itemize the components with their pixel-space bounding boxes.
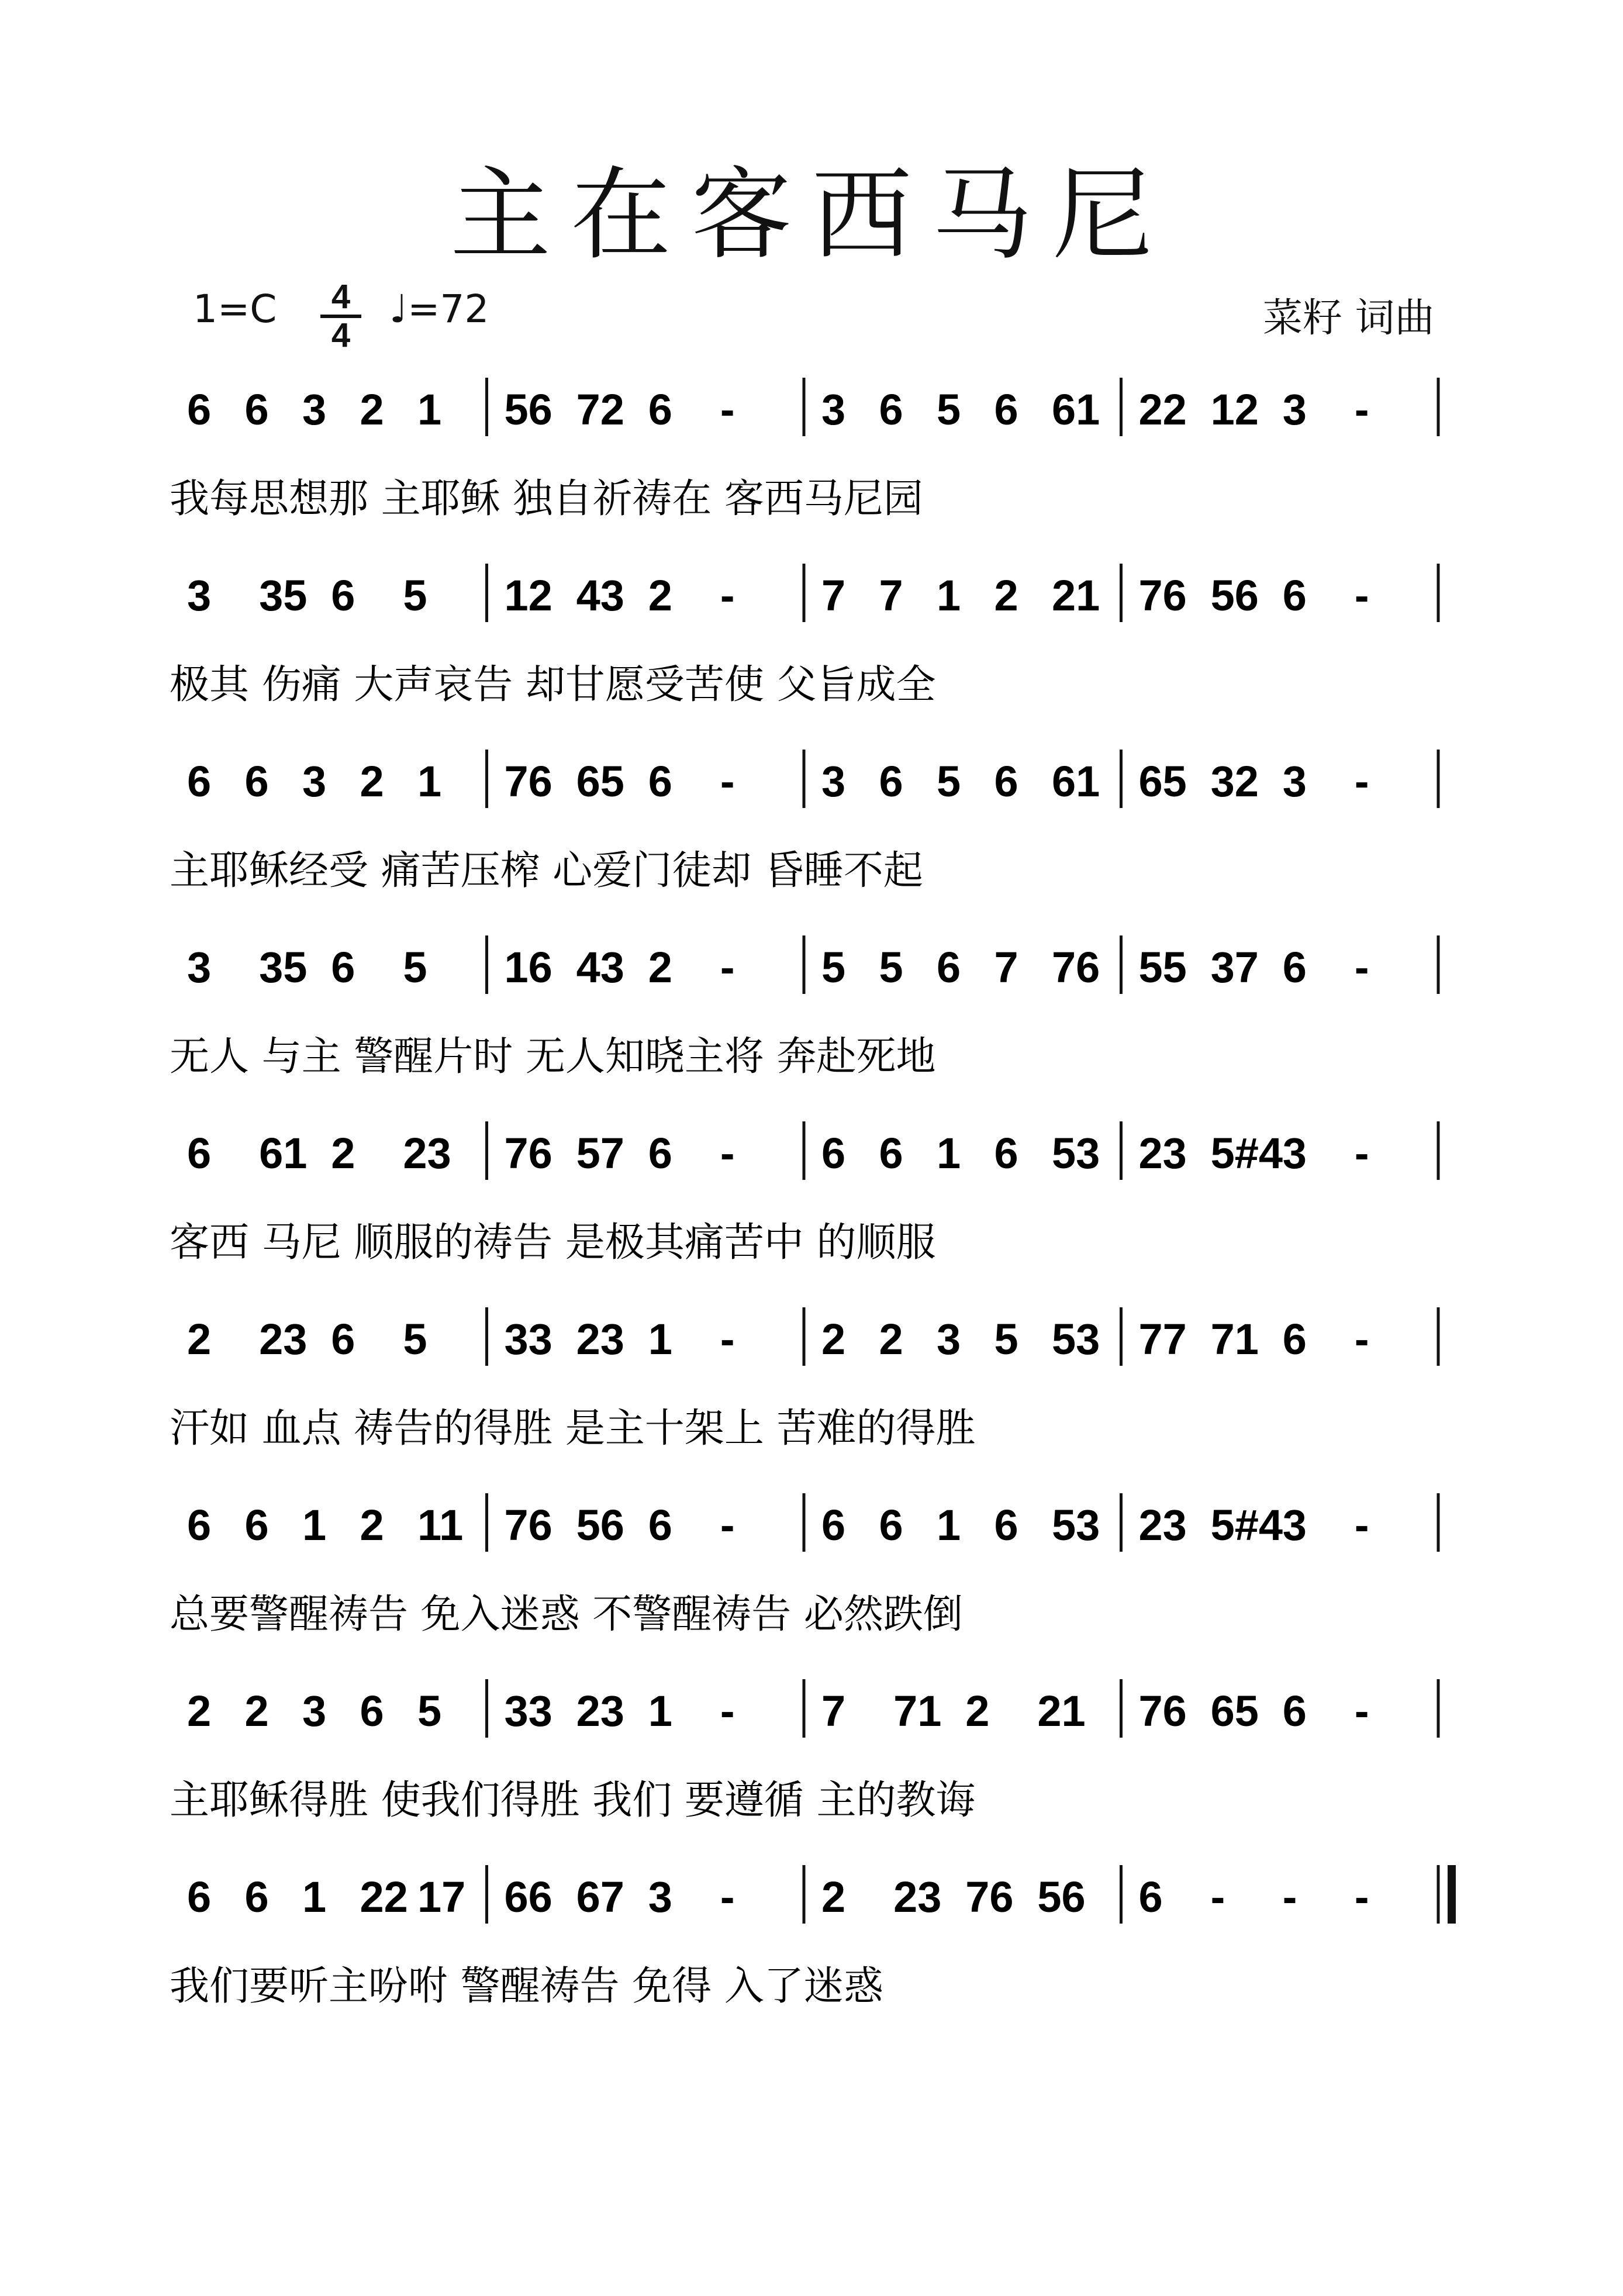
tempo-marking: ♩=72 [389, 286, 489, 332]
note-group: 6 [648, 1501, 672, 1549]
note-group: 5 [937, 757, 961, 806]
note-group: 6 [994, 1129, 1018, 1178]
note-group: - [720, 943, 735, 992]
note-group: 6 [648, 757, 672, 806]
note-group: - [1354, 571, 1369, 620]
note-group: 61 [259, 1129, 308, 1178]
note-group: 1 [937, 571, 961, 620]
note-group: - [720, 1129, 735, 1178]
note-group: 12 [504, 571, 552, 620]
note-group: 2 [187, 1315, 212, 1363]
note-group: 3 [821, 757, 846, 806]
note-group: 23 [576, 1315, 624, 1363]
lyrics-line: 汗如 血点 祷告的得胜 是主十架上 苦难的得胜 [170, 1406, 976, 1452]
note-group: 76 [965, 1873, 1014, 1921]
note-group: 3 [1282, 385, 1307, 434]
note-group: - [1354, 1315, 1369, 1363]
note-group: 57 [576, 1129, 624, 1178]
lyrics-line: 无人 与主 警醒片时 无人知晓主将 奔赴死地 [170, 1034, 936, 1080]
note-group: 32 [1210, 757, 1259, 806]
note-group: - [1282, 1873, 1297, 1921]
note-group: - [720, 571, 735, 620]
note-group: 35 [259, 571, 308, 620]
note-group: - [1210, 1873, 1225, 1921]
note-group: 21 [1037, 1687, 1086, 1735]
note-group: - [720, 385, 735, 434]
note-group: 3 [821, 385, 846, 434]
note-group: 3 [1282, 1129, 1307, 1178]
note-group: 3 [1282, 1501, 1307, 1549]
note-group: 6 [821, 1501, 846, 1549]
note-group: 6 [187, 1873, 212, 1921]
note-group: 71 [1210, 1315, 1259, 1363]
note-group: - [720, 1687, 735, 1735]
note-group: 5#4 [1210, 1129, 1283, 1178]
note-group: 1 [937, 1501, 961, 1549]
note-group: 1 [417, 385, 442, 434]
note-group: - [720, 1501, 735, 1549]
note-group: 2 [821, 1873, 846, 1921]
note-group: 5 [821, 943, 846, 992]
note-group: 3 [648, 1873, 672, 1921]
note-group: 76 [1138, 1687, 1187, 1735]
note-group: 5 [403, 943, 427, 992]
note-group: 56 [504, 385, 552, 434]
note-group: 65 [1138, 757, 1187, 806]
note-group: 72 [576, 385, 624, 434]
note-group: 3 [302, 1687, 327, 1735]
note-group: 2 [994, 571, 1018, 620]
note-group: 22 [360, 1873, 408, 1921]
note-group: 2 [965, 1687, 990, 1735]
note-group: 22 [1138, 385, 1187, 434]
note-group: 5 [417, 1687, 442, 1735]
note-group: 23 [1138, 1129, 1187, 1178]
note-group: 2 [648, 943, 672, 992]
note-group: - [1354, 385, 1369, 434]
note-group: 2 [244, 1687, 269, 1735]
note-group: 23 [893, 1873, 942, 1921]
note-group: 76 [1052, 943, 1100, 992]
note-group: 53 [1052, 1501, 1100, 1549]
note-group: 6 [1282, 1315, 1307, 1363]
note-group: 56 [1037, 1873, 1086, 1921]
note-group: 76 [504, 1129, 552, 1178]
final-bar-line [1448, 1865, 1456, 1924]
note-group: 3 [187, 943, 212, 992]
lyrics-line: 主耶稣得胜 使我们得胜 我们 要遵循 主的教诲 [170, 1777, 976, 1824]
note-group: 71 [893, 1687, 942, 1735]
lyrics-line: 客西 马尼 顺服的祷告 是极其痛苦中 的顺服 [170, 1220, 936, 1266]
note-group: 2 [821, 1315, 846, 1363]
lyrics-line: 极其 伤痛 大声哀告 却甘愿受苦使 父旨成全 [170, 662, 936, 708]
note-group: 76 [504, 1501, 552, 1549]
note-group: 6 [244, 1501, 269, 1549]
note-group: 6 [937, 943, 961, 992]
note-group: 33 [504, 1315, 552, 1363]
note-group: - [1354, 1129, 1369, 1178]
note-group: 77 [1138, 1315, 1187, 1363]
note-group: 6 [1282, 943, 1307, 992]
note-group: 65 [1210, 1687, 1259, 1735]
note-group: 2 [360, 1501, 384, 1549]
note-group: 3 [937, 1315, 961, 1363]
note-group: 6 [331, 1315, 355, 1363]
note-group: 5 [403, 571, 427, 620]
note-group: 5#4 [1210, 1501, 1283, 1549]
note-group: 1 [302, 1873, 327, 1921]
note-group: 6 [331, 943, 355, 992]
note-group: 5 [937, 385, 961, 434]
note-group: 3 [187, 571, 212, 620]
note-group: 1 [937, 1129, 961, 1178]
note-group: 1 [648, 1315, 672, 1363]
note-group: 3 [1282, 757, 1307, 806]
note-group: 66 [504, 1873, 552, 1921]
note-group: 2 [360, 385, 384, 434]
note-group: 6 [244, 1873, 269, 1921]
note-group: 55 [1138, 943, 1187, 992]
note-group: 56 [1210, 571, 1259, 620]
note-group: 6 [821, 1129, 846, 1178]
note-group: 6 [994, 1501, 1018, 1549]
note-group: 6 [994, 385, 1018, 434]
note-group: 12 [1210, 385, 1259, 434]
note-group: 65 [576, 757, 624, 806]
lyrics-line: 主耶稣经受 痛苦压榨 心爱门徒却 昏睡不起 [170, 848, 923, 894]
note-group: 37 [1210, 943, 1259, 992]
note-group: 2 [331, 1129, 355, 1178]
note-group: 76 [1138, 571, 1187, 620]
note-group: 76 [504, 757, 552, 806]
note-group: - [1354, 757, 1369, 806]
note-group: 6 [879, 385, 903, 434]
note-group: - [1354, 1501, 1369, 1549]
note-group: - [1354, 1873, 1369, 1921]
note-group: 61 [1052, 385, 1100, 434]
note-group: 11 [417, 1501, 464, 1549]
note-group: 5 [994, 1315, 1018, 1363]
note-group: 61 [1052, 757, 1100, 806]
note-group: 67 [576, 1873, 624, 1921]
note-group: 6 [1282, 1687, 1307, 1735]
note-group: 6 [187, 385, 212, 434]
note-group: 7 [821, 571, 846, 620]
note-group: 43 [576, 943, 624, 992]
note-group: 43 [576, 571, 624, 620]
note-group: 23 [576, 1687, 624, 1735]
note-group: 6 [187, 757, 212, 806]
time-signature-bottom: 4 [331, 316, 351, 354]
note-group: 21 [1052, 571, 1100, 620]
note-group: 33 [504, 1687, 552, 1735]
note-group: - [720, 1873, 735, 1921]
note-group: 53 [1052, 1315, 1100, 1363]
note-group: 7 [994, 943, 1018, 992]
note-group: 2 [187, 1687, 212, 1735]
note-group: 6 [994, 757, 1018, 806]
note-group: 6 [1282, 571, 1307, 620]
note-group: 3 [302, 385, 327, 434]
note-group: 2 [648, 571, 672, 620]
note-group: 1 [648, 1687, 672, 1735]
note-group: 5 [403, 1315, 427, 1363]
song-title: 主在客西马尼 [450, 156, 1173, 274]
note-group: - [1354, 943, 1369, 992]
composer-credit: 菜籽 词曲 [1263, 295, 1435, 341]
note-group: 6 [244, 757, 269, 806]
note-group: 6 [879, 757, 903, 806]
note-group: 6 [879, 1129, 903, 1178]
note-group: 6 [648, 1129, 672, 1178]
lyrics-line: 总要警醒祷告 免入迷惑 不警醒祷告 必然跌倒 [170, 1591, 963, 1638]
note-group: 7 [879, 571, 903, 620]
note-group: 2 [879, 1315, 903, 1363]
lyrics-line: 我每思想那 主耶稣 独自祈祷在 客西马尼园 [170, 476, 923, 522]
note-group: 1 [302, 1501, 327, 1549]
note-group: 1 [417, 757, 442, 806]
note-group: 17 [417, 1873, 466, 1921]
note-group: - [1354, 1687, 1369, 1735]
time-signature-top: 4 [320, 279, 361, 318]
note-group: 6 [360, 1687, 384, 1735]
note-group: 6 [187, 1129, 212, 1178]
note-group: 35 [259, 943, 308, 992]
note-group: 6 [879, 1501, 903, 1549]
note-group: 3 [302, 757, 327, 806]
note-group: 5 [879, 943, 903, 992]
note-group: 23 [1138, 1501, 1187, 1549]
note-group: 6 [648, 385, 672, 434]
note-group: 6 [187, 1501, 212, 1549]
note-group: 7 [821, 1687, 846, 1735]
note-group: 16 [504, 943, 552, 992]
key-signature: 1=C [193, 286, 277, 332]
note-group: 2 [360, 757, 384, 806]
note-group: 6 [244, 385, 269, 434]
note-group: 23 [259, 1315, 308, 1363]
note-group: 6 [331, 571, 355, 620]
note-group: - [720, 1315, 735, 1363]
note-group: 53 [1052, 1129, 1100, 1178]
lyrics-line: 我们要听主吩咐 警醒祷告 免得 入了迷惑 [170, 1963, 883, 2010]
note-group: 6 [1138, 1873, 1163, 1921]
note-group: 23 [403, 1129, 451, 1178]
note-group: 56 [576, 1501, 624, 1549]
note-group: - [720, 757, 735, 806]
